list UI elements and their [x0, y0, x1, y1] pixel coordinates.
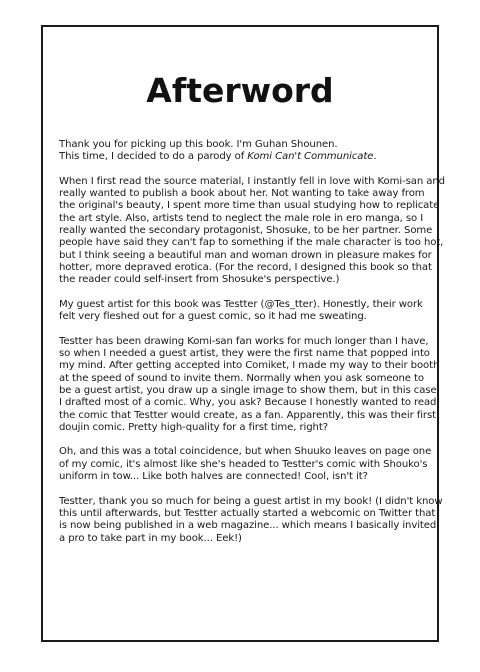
text-line	[59, 151, 423, 163]
text-line: so when I needed a guest artist, they were the first name that popped into	[59, 348, 430, 360]
text-line: of my comic, it's almost like she's headed to Testter's comic with Shouko's	[59, 458, 428, 470]
text-line: the comic that Testter would create, as a fan. Apparently, this was their first	[59, 409, 436, 421]
text-line: the original's beauty, I spent more time than usual studying how to replicate	[59, 200, 440, 212]
text-line: a pro to take part in my book... Eek!)	[59, 532, 242, 544]
text-line: my mind. After getting accepted into Comiket, I made my way to their booth	[59, 360, 440, 372]
text-line: people have said they can't fap to something if the male character is too hot,	[59, 237, 444, 249]
text-line: the reader could self-insert from Shosuke's perspective.)	[59, 274, 340, 286]
paragraph-testter-history	[59, 335, 440, 434]
text-line: I drafted most of a comic. Why, you ask? Because I honestly wanted to read	[59, 397, 437, 409]
text-line: uniform in tow... Like both halves are connected! Cool, isn't it?	[59, 471, 368, 483]
paragraph-thanks	[59, 495, 443, 545]
text-line: really wanted the secondary protagonist, Shosuke, to be her partner. Some	[59, 225, 433, 237]
text-fragment: This time, I decided to do a parody of	[59, 151, 248, 163]
text-line: but I think seeing a beautiful man and woman drown in pleasure makes for	[59, 249, 432, 261]
text-line: this until afterwards, but Testter actually started a webcomic on Twitter that	[59, 507, 436, 519]
paragraph-coincidence	[59, 446, 432, 483]
text-line: Testter, thank you so much for being a guest artist in my book! (I didn't know	[59, 495, 443, 507]
text-line: at the speed of sound to invite them. Normally when you ask someone to	[59, 372, 424, 384]
text-fragment: .	[373, 151, 377, 163]
text-line: the art style. Also, artists tend to neglect the male role in ero manga, so I	[59, 212, 424, 224]
page-title: Afterword	[146, 71, 334, 110]
text-line: When I first read the source material, I instantly fell in love with Komi-san and	[59, 175, 445, 187]
page-frame	[41, 25, 445, 642]
afterword-body	[59, 139, 445, 557]
text-line: Testter has been drawing Komi-san fan works for much longer than I have,	[59, 335, 429, 347]
text-line: is now being published in a web magazine... which means I basically invited	[59, 520, 437, 532]
text-line: Oh, and this was a total coincidence, but when Shuuko leaves on page one	[59, 446, 432, 458]
paragraph-source-material	[59, 175, 445, 287]
paragraph-guest-artist	[59, 299, 423, 324]
paragraph-intro	[59, 139, 423, 164]
text-line: hotter, more depraved erotica. (For the record, I designed this book so that	[59, 261, 432, 273]
text-line: My guest artist for this book was Testter (@Tes_tter). Honestly, their work	[59, 298, 423, 310]
text-line: felt very fleshed out for a guest comic, so it had me sweating.	[59, 311, 367, 323]
text-line: doujin comic. Pretty high-quality for a first time, right?	[59, 421, 328, 433]
text-line: really wanted to publish a book about her. Not wanting to take away from	[59, 188, 425, 200]
book-title-italic: Komi Can't Communicate	[247, 151, 374, 163]
text-line: Thank you for picking up this book. I'm Guhan Shounen.	[59, 139, 338, 150]
text-line: be a guest artist, you draw up a single image to show them, but in this case	[59, 384, 437, 396]
